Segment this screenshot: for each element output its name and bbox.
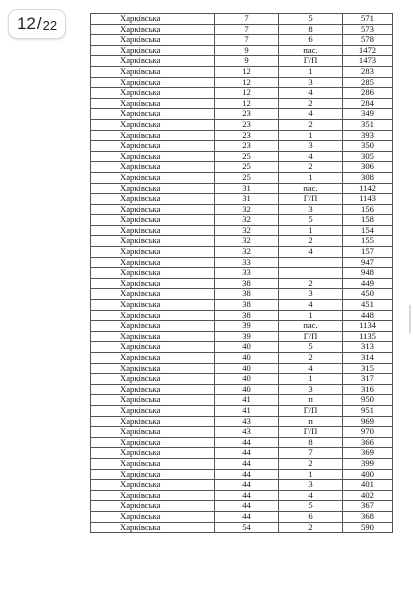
- table-cell: 8: [279, 437, 343, 448]
- table-cell: 349: [343, 109, 393, 120]
- table-cell: 31: [215, 194, 279, 205]
- table-row: [91, 458, 393, 469]
- table-cell: 284: [343, 98, 393, 109]
- table-cell: 316: [343, 384, 393, 395]
- table-row: [91, 384, 393, 395]
- table-cell: 41: [215, 405, 279, 416]
- table-cell: 40: [215, 353, 279, 364]
- table-cell: 25: [215, 172, 279, 183]
- table-cell: Харківська: [91, 278, 215, 289]
- table-cell: Харківська: [91, 236, 215, 247]
- table-cell: Харківська: [91, 35, 215, 46]
- table-cell: 3: [279, 141, 343, 152]
- table-cell: 12: [215, 66, 279, 77]
- table-cell: Харківська: [91, 395, 215, 406]
- table-cell: 2: [279, 162, 343, 173]
- table-cell: 9: [215, 45, 279, 56]
- table-cell: 283: [343, 66, 393, 77]
- table-cell: 2: [279, 236, 343, 247]
- table-row: [91, 321, 393, 332]
- table-cell: 2: [279, 98, 343, 109]
- table-cell: 44: [215, 437, 279, 448]
- table-cell: 12: [215, 77, 279, 88]
- table-cell: 451: [343, 300, 393, 311]
- table-cell: 947: [343, 257, 393, 268]
- table-cell: 5: [279, 215, 343, 226]
- table-cell: 38: [215, 278, 279, 289]
- table-cell: 4: [279, 363, 343, 374]
- table-cell: 31: [215, 183, 279, 194]
- table-cell: 590: [343, 522, 393, 533]
- table-cell: Харківська: [91, 24, 215, 35]
- table-cell: Харківська: [91, 45, 215, 56]
- table-cell: 401: [343, 480, 393, 491]
- table-cell: 313: [343, 342, 393, 353]
- table-cell: 40: [215, 374, 279, 385]
- document-table: [90, 13, 393, 533]
- table-cell: Харківська: [91, 321, 215, 332]
- table-cell: 44: [215, 469, 279, 480]
- table-row: [91, 119, 393, 130]
- table-cell: 41: [215, 395, 279, 406]
- table-cell: 948: [343, 268, 393, 279]
- table-row: [91, 14, 393, 25]
- table-cell: Харківська: [91, 88, 215, 99]
- table-cell: 350: [343, 141, 393, 152]
- table-cell: 33: [215, 257, 279, 268]
- table-row: [91, 194, 393, 205]
- table-cell: 1142: [343, 183, 393, 194]
- table-cell: 1: [279, 225, 343, 236]
- table-cell: Харківська: [91, 289, 215, 300]
- table-cell: Харківська: [91, 130, 215, 141]
- table-row: [91, 24, 393, 35]
- table-cell: 2: [279, 353, 343, 364]
- table-cell: 44: [215, 501, 279, 512]
- table-row: [91, 342, 393, 353]
- table-cell: 399: [343, 458, 393, 469]
- table-cell: 23: [215, 119, 279, 130]
- table-cell: 368: [343, 511, 393, 522]
- table-row: [91, 289, 393, 300]
- table-cell: Г/П: [279, 56, 343, 67]
- table-cell: Харківська: [91, 268, 215, 279]
- table-cell: Харківська: [91, 342, 215, 353]
- table-cell: 44: [215, 448, 279, 459]
- table-cell: 1: [279, 130, 343, 141]
- table-cell: 573: [343, 24, 393, 35]
- table-cell: 43: [215, 427, 279, 438]
- table-cell: [279, 257, 343, 268]
- table-row: [91, 109, 393, 120]
- table-cell: Харківська: [91, 77, 215, 88]
- table-cell: 285: [343, 77, 393, 88]
- table-cell: 2: [279, 458, 343, 469]
- table-cell: 4: [279, 109, 343, 120]
- table-cell: Харківська: [91, 257, 215, 268]
- table-row: [91, 511, 393, 522]
- table-cell: 1135: [343, 331, 393, 342]
- table-row: [91, 66, 393, 77]
- table-cell: Харківська: [91, 109, 215, 120]
- table-cell: 32: [215, 215, 279, 226]
- table-cell: 970: [343, 427, 393, 438]
- table-cell: 44: [215, 490, 279, 501]
- table-cell: Харківська: [91, 66, 215, 77]
- table-row: [91, 45, 393, 56]
- table-cell: Харківська: [91, 204, 215, 215]
- table-cell: 4: [279, 300, 343, 311]
- table-row: [91, 374, 393, 385]
- table-cell: Харківська: [91, 225, 215, 236]
- table-cell: 7: [215, 35, 279, 46]
- table-cell: 578: [343, 35, 393, 46]
- table-row: [91, 363, 393, 374]
- table-cell: 7: [279, 448, 343, 459]
- page-separator: /: [36, 14, 42, 33]
- table-cell: Харківська: [91, 469, 215, 480]
- table-cell: 3: [279, 480, 343, 491]
- table-cell: 351: [343, 119, 393, 130]
- table-cell: 7: [215, 24, 279, 35]
- table-row: [91, 268, 393, 279]
- table-cell: 449: [343, 278, 393, 289]
- table-cell: 3: [279, 289, 343, 300]
- table-cell: Харківська: [91, 194, 215, 205]
- table-row: [91, 437, 393, 448]
- table-cell: 3: [279, 384, 343, 395]
- table-cell: 1: [279, 172, 343, 183]
- table-cell: Харківська: [91, 522, 215, 533]
- table-cell: Харківська: [91, 501, 215, 512]
- table-cell: Харківська: [91, 490, 215, 501]
- table-cell: Харківська: [91, 448, 215, 459]
- table-cell: Харківська: [91, 480, 215, 491]
- table-cell: Харківська: [91, 119, 215, 130]
- table-cell: 33: [215, 268, 279, 279]
- table-cell: 286: [343, 88, 393, 99]
- table-cell: 54: [215, 522, 279, 533]
- table-cell: 950: [343, 395, 393, 406]
- table-row: [91, 501, 393, 512]
- table-cell: Харківська: [91, 14, 215, 25]
- table-cell: 1472: [343, 45, 393, 56]
- table-cell: 450: [343, 289, 393, 300]
- table-cell: 4: [279, 247, 343, 258]
- table-row: [91, 130, 393, 141]
- table-cell: 23: [215, 130, 279, 141]
- table-row: [91, 247, 393, 258]
- table-cell: 32: [215, 225, 279, 236]
- table-cell: 43: [215, 416, 279, 427]
- table-row: [91, 141, 393, 152]
- table-row: [91, 35, 393, 46]
- table-cell: 1473: [343, 56, 393, 67]
- table-cell: 154: [343, 225, 393, 236]
- table-cell: 39: [215, 321, 279, 332]
- table-cell: пас.: [279, 45, 343, 56]
- table-cell: Харківська: [91, 300, 215, 311]
- table-cell: 400: [343, 469, 393, 480]
- table-row: [91, 331, 393, 342]
- table-cell: Харківська: [91, 183, 215, 194]
- table-cell: Харківська: [91, 331, 215, 342]
- table-cell: Харківська: [91, 56, 215, 67]
- table-row: [91, 215, 393, 226]
- table-cell: 317: [343, 374, 393, 385]
- table-cell: 39: [215, 331, 279, 342]
- table-cell: 40: [215, 384, 279, 395]
- table-cell: Г/П: [279, 194, 343, 205]
- table-cell: Харківська: [91, 458, 215, 469]
- table-cell: 1: [279, 310, 343, 321]
- table-cell: 2: [279, 522, 343, 533]
- table-row: [91, 204, 393, 215]
- table-cell: 44: [215, 480, 279, 491]
- table-cell: 25: [215, 151, 279, 162]
- table-cell: 32: [215, 204, 279, 215]
- table-cell: Харківська: [91, 511, 215, 522]
- table-cell: Г/П: [279, 405, 343, 416]
- table-row: [91, 88, 393, 99]
- table-row: [91, 56, 393, 67]
- table-cell: Харківська: [91, 384, 215, 395]
- table-row: [91, 480, 393, 491]
- table-cell: 7: [215, 14, 279, 25]
- page-total: 22: [42, 18, 58, 33]
- table-row: [91, 300, 393, 311]
- table-cell: 1: [279, 374, 343, 385]
- table-cell: [279, 268, 343, 279]
- table-cell: 4: [279, 490, 343, 501]
- table-row: [91, 236, 393, 247]
- table-row: [91, 405, 393, 416]
- table-cell: Харківська: [91, 172, 215, 183]
- table-cell: 25: [215, 162, 279, 173]
- table-cell: 951: [343, 405, 393, 416]
- table-row: [91, 469, 393, 480]
- table-cell: 402: [343, 490, 393, 501]
- table-cell: 1: [279, 469, 343, 480]
- table-cell: 40: [215, 363, 279, 374]
- table-cell: 32: [215, 247, 279, 258]
- table-row: [91, 278, 393, 289]
- table-row: [91, 416, 393, 427]
- table-cell: 40: [215, 342, 279, 353]
- table-cell: 1134: [343, 321, 393, 332]
- table-cell: 5: [279, 501, 343, 512]
- table-row: [91, 183, 393, 194]
- table-row: [91, 522, 393, 533]
- table-row: [91, 448, 393, 459]
- table-cell: 2: [279, 278, 343, 289]
- table-cell: Харківська: [91, 416, 215, 427]
- table-cell: 158: [343, 215, 393, 226]
- table-row: [91, 310, 393, 321]
- table-cell: Харківська: [91, 437, 215, 448]
- table-cell: 4: [279, 88, 343, 99]
- table-cell: Харківська: [91, 98, 215, 109]
- table-cell: 305: [343, 151, 393, 162]
- table-cell: Харківська: [91, 310, 215, 321]
- table-row: [91, 395, 393, 406]
- table-cell: Харківська: [91, 363, 215, 374]
- table-cell: 9: [215, 56, 279, 67]
- table-cell: 156: [343, 204, 393, 215]
- table-cell: 571: [343, 14, 393, 25]
- table-cell: 38: [215, 310, 279, 321]
- table-cell: 6: [279, 511, 343, 522]
- table-row: [91, 353, 393, 364]
- table-row: [91, 427, 393, 438]
- table-row: [91, 98, 393, 109]
- table-row: [91, 257, 393, 268]
- table-cell: пас.: [279, 183, 343, 194]
- table-cell: 448: [343, 310, 393, 321]
- scroll-edge-marker: [409, 305, 411, 333]
- table-cell: Харківська: [91, 353, 215, 364]
- table-cell: Харківська: [91, 247, 215, 258]
- table-cell: 306: [343, 162, 393, 173]
- table-cell: 367: [343, 501, 393, 512]
- table-row: [91, 151, 393, 162]
- table-cell: Харківська: [91, 141, 215, 152]
- table-row: [91, 225, 393, 236]
- table-cell: 5: [279, 342, 343, 353]
- table-cell: п: [279, 395, 343, 406]
- table-cell: пас.: [279, 321, 343, 332]
- table-cell: 308: [343, 172, 393, 183]
- table-cell: Г/П: [279, 331, 343, 342]
- table-row: [91, 162, 393, 173]
- table-cell: 969: [343, 416, 393, 427]
- table-cell: 8: [279, 24, 343, 35]
- table-cell: 1: [279, 66, 343, 77]
- table-cell: 23: [215, 141, 279, 152]
- table-cell: Харківська: [91, 427, 215, 438]
- table-row: [91, 172, 393, 183]
- table-cell: 5: [279, 14, 343, 25]
- table-cell: 369: [343, 448, 393, 459]
- table-cell: 315: [343, 363, 393, 374]
- table-cell: 314: [343, 353, 393, 364]
- table-cell: 6: [279, 35, 343, 46]
- page-current: 12: [16, 14, 36, 33]
- table-cell: 393: [343, 130, 393, 141]
- table-cell: 32: [215, 236, 279, 247]
- table-cell: 44: [215, 511, 279, 522]
- table-cell: 38: [215, 300, 279, 311]
- table-cell: 12: [215, 88, 279, 99]
- table-cell: Харківська: [91, 405, 215, 416]
- table-cell: Харківська: [91, 162, 215, 173]
- table-row: [91, 77, 393, 88]
- table-cell: 44: [215, 458, 279, 469]
- table-cell: 3: [279, 77, 343, 88]
- table-cell: Харківська: [91, 151, 215, 162]
- table-cell: Г/П: [279, 427, 343, 438]
- table-cell: 366: [343, 437, 393, 448]
- page-indicator: [8, 9, 66, 39]
- table-cell: 3: [279, 204, 343, 215]
- table-cell: 157: [343, 247, 393, 258]
- table-cell: 38: [215, 289, 279, 300]
- table-cell: 155: [343, 236, 393, 247]
- table-cell: Харківська: [91, 215, 215, 226]
- table-row: [91, 490, 393, 501]
- table-cell: 2: [279, 119, 343, 130]
- table-cell: Харківська: [91, 374, 215, 385]
- table-cell: 12: [215, 98, 279, 109]
- table-cell: п: [279, 416, 343, 427]
- table-cell: 1143: [343, 194, 393, 205]
- table-cell: 4: [279, 151, 343, 162]
- table-cell: 23: [215, 109, 279, 120]
